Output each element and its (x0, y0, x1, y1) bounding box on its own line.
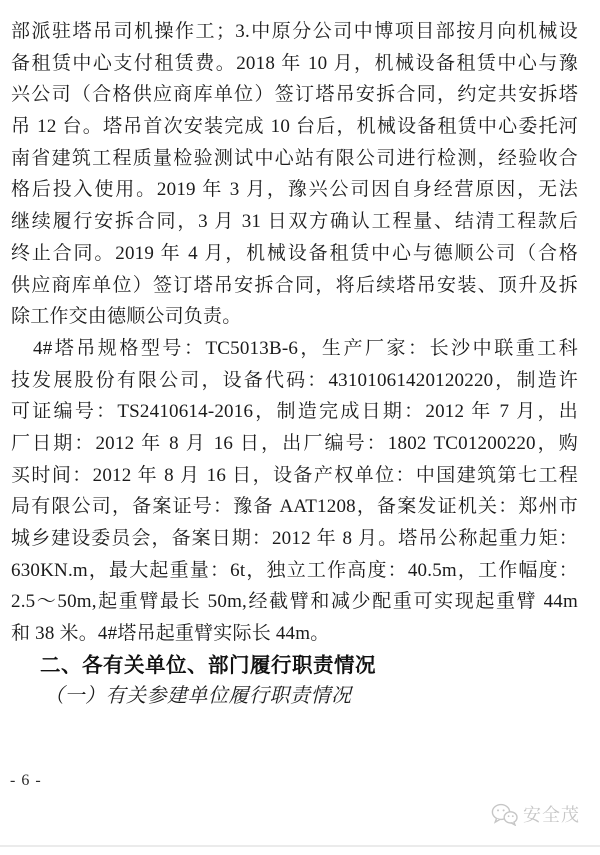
body-text-line: 局有限公司，备案证号：豫备 AAT1208，备案发证机关：郑州市 (11, 496, 578, 518)
body-text-line: 供应商库单位）签订塔吊安拆合同，将后续塔吊安装、顶升及拆 (11, 274, 578, 296)
body-text-line: 备租赁中心支付租赁费。2018 年 10 月，机械设备租赁中心与豫 (11, 52, 578, 74)
page-number: - 6 - (10, 772, 42, 789)
document-body (11, 16, 578, 713)
body-text-line: 技发展股份有限公司，设备代码：43101061420120220，制造许 (11, 369, 578, 391)
paragraph-crane-specs (11, 333, 578, 650)
bottom-divider (0, 845, 600, 847)
body-text-line: 买时间：2012 年 8 月 16 日，设备产权单位：中国建筑第七工程 (11, 464, 578, 486)
body-text-line: 部派驻塔吊司机操作工；3.中原分公司中博项目部按月向机械设 (11, 21, 578, 42)
body-text-line: 吊 12 台。塔吊首次安装完成 10 台后，机械设备租赁中心委托河 (11, 116, 578, 138)
body-text-line: 和 38 米。4#塔吊起重臂实际长 44m。 (11, 623, 330, 645)
body-text-line: 继续履行安拆合同，3 月 31 日双方确认工程量、结清工程款后 (11, 211, 578, 233)
section-heading: 二、各有关单位、部门履行职责情况 (40, 653, 376, 677)
body-text-line: 除工作交由德顺公司负责。 (11, 306, 242, 328)
body-text-line: 630KN.m，最大起重量：6t，独立工作高度：40.5m，工作幅度： (11, 559, 578, 581)
subsection-heading: （一）有关参建单位履行职责情况 (44, 685, 352, 708)
watermark-label: 安全茂 (523, 805, 580, 825)
body-text-line: 2.5～50m,起重臂最长 50m,经截臂和减少配重可实现起重臂 44m (11, 591, 578, 613)
body-text-line: 兴公司（合格供应商库单位）签订塔吊安拆合同，约定共安拆塔 (11, 84, 578, 106)
paragraph-contract-history (11, 16, 578, 333)
body-text-line: 终止合同。2019 年 4 月，机械设备租赁中心与德顺公司（合格 (11, 242, 578, 264)
body-text-line: 可证编号：TS2410614-2016，制造完成日期：2012 年 7 月，出 (11, 401, 578, 423)
body-text-line: 厂日期：2012 年 8 月 16 日，出厂编号：1802 TC01200220，购 (11, 432, 578, 454)
body-text-line: 城乡建设委员会，备案日期：2012 年 8 月。塔吊公称起重力矩： (11, 528, 578, 549)
watermark (491, 801, 580, 827)
body-text-line: 格后投入使用。2019 年 3 月，豫兴公司因自身经营原因，无法 (11, 179, 578, 201)
body-text-line: 4#塔吊规格型号：TC5013B-6，生产厂家：长沙中联重工科 (33, 337, 578, 359)
wechat-icon (491, 803, 518, 826)
body-text-line: 南省建筑工程质量检验测试中心站有限公司进行检测，经验收合 (11, 147, 578, 169)
